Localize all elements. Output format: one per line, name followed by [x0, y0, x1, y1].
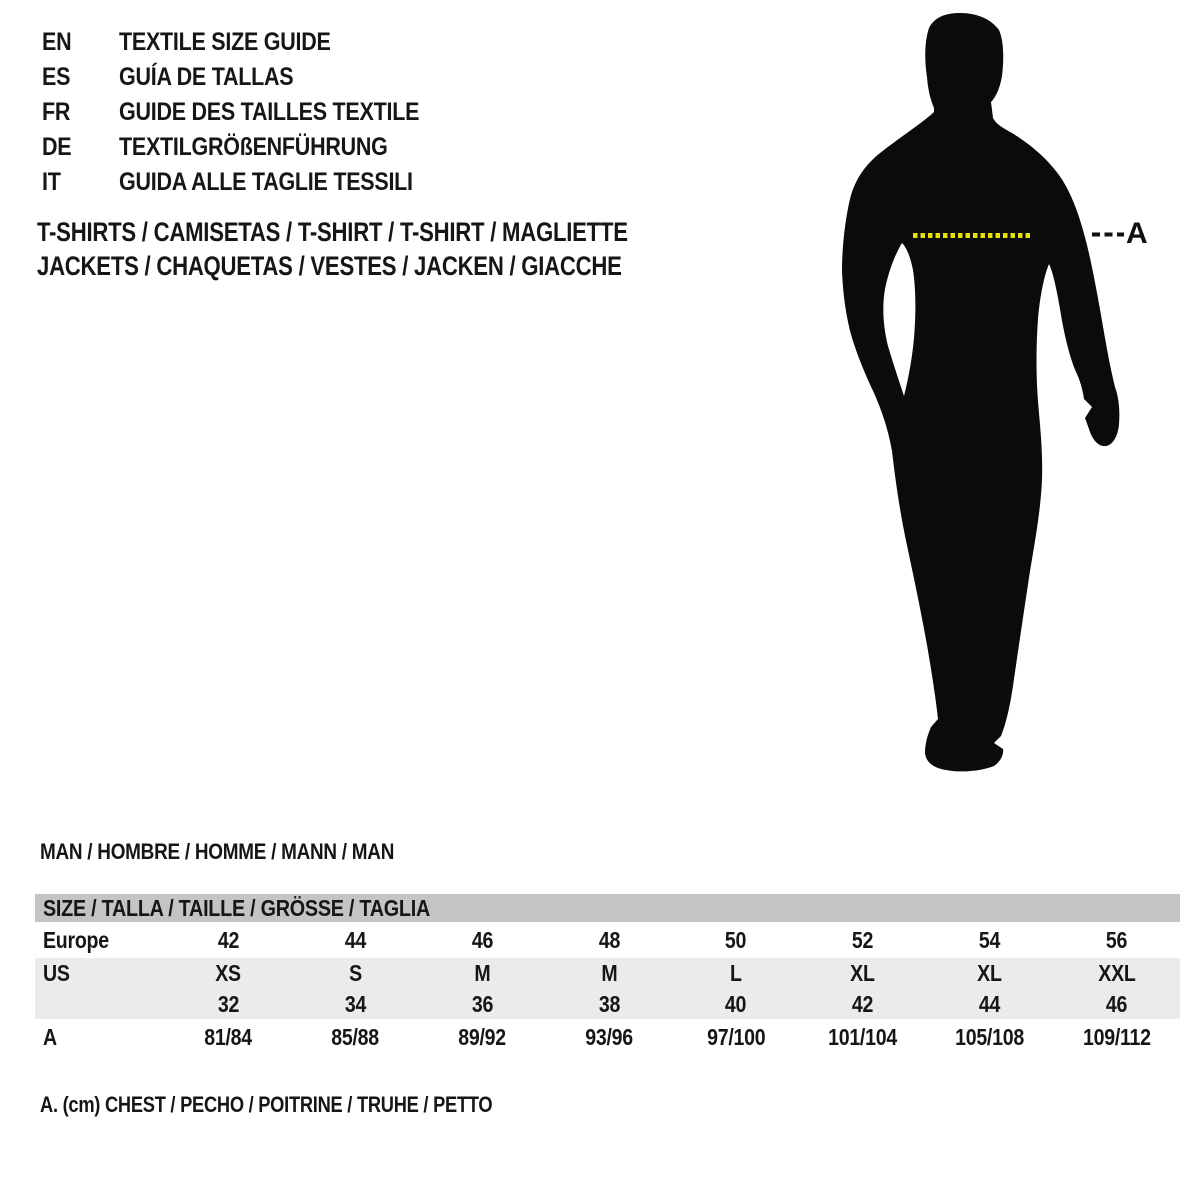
table-cell: XXL	[1097, 960, 1136, 986]
table-cell: 97/100	[706, 1024, 766, 1050]
language-row-fr	[42, 95, 468, 130]
row-label	[35, 991, 165, 1018]
measurement-footnote: A. (cm) CHEST / PECHO / POITRINE / TRUHE / PETTO	[40, 1092, 493, 1117]
table-cell: 32	[217, 990, 240, 1017]
row-label: A	[43, 1024, 57, 1050]
table-cell: 93/96	[585, 1024, 633, 1050]
section-title-man: MAN / HOMBRE / HOMME / MANN / MAN	[40, 839, 395, 864]
table-cell: M	[474, 960, 491, 986]
table-cell: 101/104	[828, 1024, 898, 1050]
table-cell: XL	[977, 960, 1002, 986]
guide-title-it: GUIDA ALLE TAGLIE TESSILI	[119, 168, 413, 196]
table-cell: L	[730, 960, 742, 986]
table-row-europe	[35, 922, 1180, 958]
table-cell: 34	[344, 990, 366, 1017]
table-cell: 105/108	[955, 1024, 1025, 1050]
row-label: Europe	[43, 926, 109, 953]
table-cell: 56	[1105, 926, 1128, 953]
category-line-tshirts: T-SHIRTS / CAMISETAS / T-SHIRT / T-SHIRT / MAGLIETTE	[37, 217, 628, 247]
table-cell: XL	[850, 960, 876, 986]
language-code: DE	[42, 133, 72, 161]
table-cell: 44	[979, 990, 1001, 1017]
size-table-header: SIZE / TALLA / TAILLE / GRÖSSE / TAGLIA	[35, 894, 1180, 922]
language-row-de	[42, 130, 468, 165]
table-cell: XS	[215, 960, 242, 986]
guide-title-fr: GUIDE DES TAILLES TEXTILE	[119, 98, 420, 126]
guide-title-de: TEXTILGRÖßENFÜHRUNG	[119, 133, 388, 161]
size-table	[35, 894, 1180, 1056]
table-cell: 109/112	[1082, 1024, 1151, 1050]
table-cell: 40	[725, 990, 747, 1017]
table-cell: 42	[852, 990, 874, 1017]
table-cell: 44	[344, 926, 366, 953]
table-cell: 54	[979, 926, 1001, 953]
man-silhouette	[842, 13, 1119, 771]
table-cell: 81/84	[204, 1024, 253, 1050]
table-cell: 46	[471, 926, 493, 953]
language-code: IT	[42, 168, 61, 196]
row-label: US	[43, 960, 70, 986]
table-cell: 42	[217, 926, 240, 953]
table-cell: 38	[598, 990, 620, 1017]
table-row-us-numeric	[35, 989, 1180, 1019]
category-titles	[37, 215, 757, 283]
table-cell: 52	[852, 926, 874, 953]
table-cell: 85/88	[331, 1024, 380, 1050]
table-cell: 48	[598, 926, 620, 953]
language-code: EN	[42, 28, 72, 56]
guide-title-en: TEXTILE SIZE GUIDE	[119, 28, 331, 56]
table-row-chest-a	[35, 1019, 1180, 1056]
language-row-en	[42, 25, 468, 60]
table-cell: 50	[725, 926, 747, 953]
table-row-us	[35, 958, 1180, 989]
category-line-jackets: JACKETS / CHAQUETAS / VESTES / JACKEN / GIACCHE	[37, 251, 622, 281]
table-cell: 89/92	[458, 1024, 507, 1050]
language-code: ES	[42, 63, 71, 91]
measurement-letter: A	[1126, 217, 1148, 250]
man-silhouette-figure	[835, 0, 1155, 800]
language-code: FR	[42, 98, 71, 126]
table-cell: 46	[1105, 990, 1128, 1017]
table-cell: M	[601, 960, 618, 986]
language-row-it	[42, 165, 468, 200]
table-cell: 36	[471, 990, 493, 1017]
table-cell: S	[348, 960, 362, 986]
language-row-es	[42, 60, 468, 95]
guide-title-es: GUÍA DE TALLAS	[119, 63, 294, 91]
language-guide	[42, 25, 468, 200]
